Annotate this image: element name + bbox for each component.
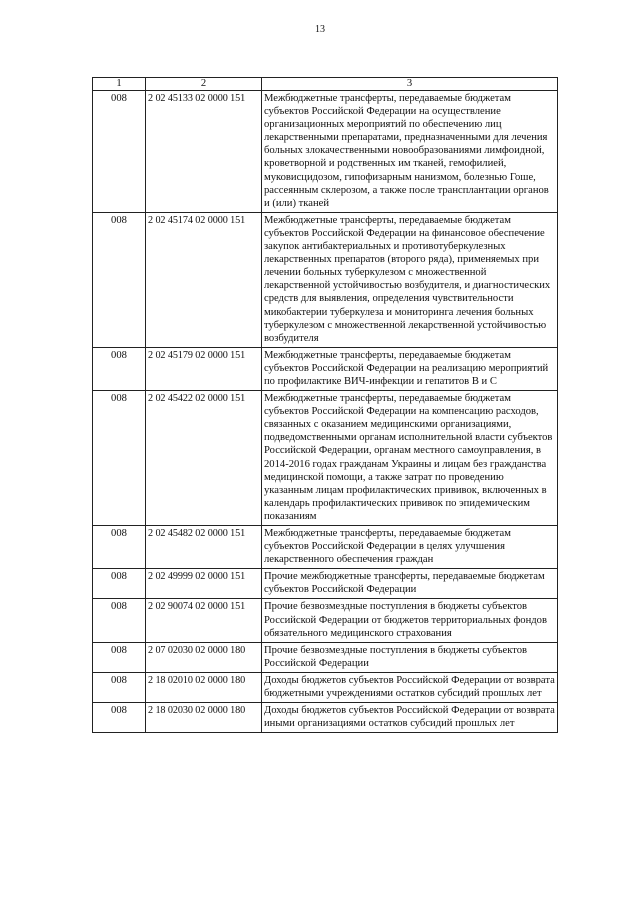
admin-code-cell: 008 (93, 569, 146, 599)
table-row (93, 599, 558, 642)
budget-code-cell: 2 02 45179 02 0000 151 (146, 347, 262, 390)
table-row (93, 212, 558, 347)
table-row (93, 672, 558, 702)
budget-code-cell: 2 02 45174 02 0000 151 (146, 212, 262, 347)
budget-code-cell: 2 02 45133 02 0000 151 (146, 91, 262, 213)
admin-code-cell: 008 (93, 703, 146, 733)
page-number: 13 (315, 24, 325, 35)
admin-code-cell: 008 (93, 526, 146, 569)
revenue-name-cell: Доходы бюджетов субъектов Российской Федерации от возврата бюджетными учреждениями остатков субсидий прошлых лет (262, 672, 558, 702)
budget-revenue-table (92, 77, 558, 733)
column-header-1: 1 (93, 78, 146, 91)
revenue-name-cell: Прочие межбюджетные трансферты, передаваемые бюджетам субъектов Российской Федерации (262, 569, 558, 599)
revenue-name-cell: Прочие безвозмездные поступления в бюджеты субъектов Российской Федерации от бюджетов территориальных фондов обязательного медицинского страхования (262, 599, 558, 642)
admin-code-cell: 008 (93, 599, 146, 642)
revenue-name-cell: Межбюджетные трансферты, передаваемые бюджетам субъектов Российской Федерации на финансовое обеспечение закупок антибактериальных и противотуберкулезных лекарственных препаратов (второго ряда), применяемых при лечении больных туберкулезом с множественной лекарственной устойчивостью возбудителя, и диагностических средств для выявления, определения чувствительности микобактерии туберкулеза и мониторинга лечения больных туберкулезом с множественной лекарственной устойчивостью возбудителя (262, 212, 558, 347)
table-row (93, 703, 558, 733)
table-row (93, 391, 558, 526)
column-header-3: 3 (262, 78, 558, 91)
revenue-name-cell: Межбюджетные трансферты, передаваемые бюджетам субъектов Российской Федерации в целях улучшения лекарственного обеспечения граждан (262, 526, 558, 569)
revenue-name-cell: Межбюджетные трансферты, передаваемые бюджетам субъектов Российской Федерации на компенсацию расходов, связанных с оказанием медицинскими организациями, подведомственными органам исполнительной власти субъектов Российской Федерации, органам местного самоуправления, в 2014-2016 годах гражданам Украины и лицам без гражданства медицинской помощи, а также затрат по проведению указанным лицам профилактических прививок, включенных в календарь профилактических прививок по эпидемическим показаниям (262, 391, 558, 526)
budget-code-cell: 2 02 49999 02 0000 151 (146, 569, 262, 599)
table-row (93, 569, 558, 599)
admin-code-cell: 008 (93, 91, 146, 213)
budget-code-cell: 2 02 45482 02 0000 151 (146, 526, 262, 569)
table-row (93, 642, 558, 672)
revenue-name-cell: Межбюджетные трансферты, передаваемые бюджетам субъектов Российской Федерации на реализацию мероприятий по профилактике ВИЧ-инфекции и гепатитов В и С (262, 347, 558, 390)
table-row (93, 526, 558, 569)
table-row (93, 347, 558, 390)
admin-code-cell: 008 (93, 672, 146, 702)
budget-code-cell: 2 18 02010 02 0000 180 (146, 672, 262, 702)
table-row (93, 91, 558, 213)
admin-code-cell: 008 (93, 642, 146, 672)
revenue-name-cell: Доходы бюджетов субъектов Российской Федерации от возврата иными организациями остатков субсидий прошлых лет (262, 703, 558, 733)
budget-code-cell: 2 02 90074 02 0000 151 (146, 599, 262, 642)
admin-code-cell: 008 (93, 212, 146, 347)
admin-code-cell: 008 (93, 347, 146, 390)
table-header-row (93, 78, 558, 91)
admin-code-cell: 008 (93, 391, 146, 526)
budget-code-cell: 2 02 45422 02 0000 151 (146, 391, 262, 526)
revenue-name-cell: Межбюджетные трансферты, передаваемые бюджетам субъектов Российской Федерации на осуществление организационных мероприятий по обеспечению лиц лекарственными препаратами, предназначенными для лечения больных злокачественными новообразованиями лимфоидной, кроветворной и родственных им тканей, гемофилией, муковисцидозом, гипофизарным нанизмом, болезнью Гоше, рассеянным склерозом, а также после трансплантации органов и (или) тканей (262, 91, 558, 213)
column-header-2: 2 (146, 78, 262, 91)
budget-code-cell: 2 07 02030 02 0000 180 (146, 642, 262, 672)
budget-code-cell: 2 18 02030 02 0000 180 (146, 703, 262, 733)
revenue-name-cell: Прочие безвозмездные поступления в бюджеты субъектов Российской Федерации (262, 642, 558, 672)
